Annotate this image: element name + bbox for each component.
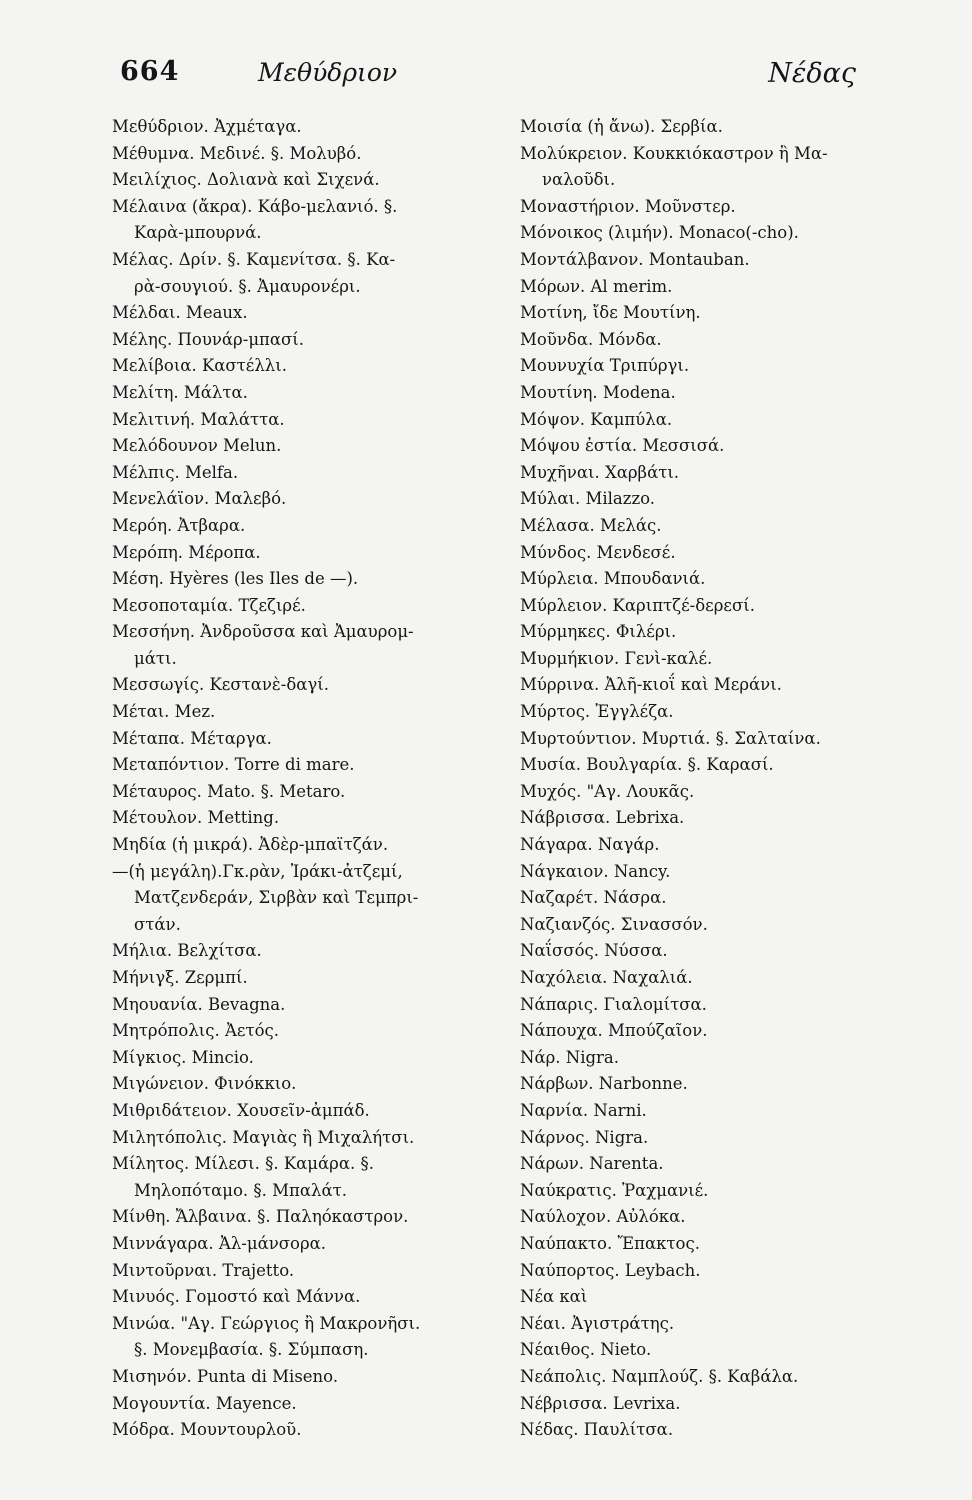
dictionary-entry: Μολύκρειον. Κουκκιόκαστρον ἢ Μα- [520, 143, 828, 163]
dictionary-entry: Μίγκιος. Mincio. [112, 1047, 254, 1067]
dictionary-entry: Μελιτινή. Μαλάττα. [112, 409, 285, 429]
dictionary-entry: Νάπουχα. Μπούζαῖον. [520, 1021, 708, 1041]
dictionary-entry: —(ἡ μεγάλη).Γκ.ρὰν, Ἰράκι-ἀτζεμί, [112, 861, 403, 881]
page-header [120, 56, 920, 100]
dictionary-entry: Μίλητος. Μίλεσι. §. Καμάρα. §. [112, 1154, 374, 1174]
page-number: 664 [120, 56, 180, 87]
dictionary-entry: Ναύλοχον. Αὐλόκα. [520, 1207, 686, 1227]
dictionary-entry: Μειλίχιος. Δολιανὰ καὶ Σιχενά. [112, 170, 380, 190]
dictionary-entry: Ναύπορτος. Leybach. [520, 1260, 701, 1280]
dictionary-entry: Νάρων. Narenta. [520, 1154, 664, 1174]
dictionary-entry: ναλοῦδι. [542, 170, 616, 190]
dictionary-entry: Μύλαι. Milazzo. [520, 489, 656, 509]
dictionary-entry: Μέλασα. Μελάς. [520, 515, 662, 535]
dictionary-entry: Μεσοποταμία. Τζεζιρέ. [112, 595, 306, 615]
dictionary-entry: Μέλδαι. Meaux. [112, 303, 248, 323]
dictionary-entry: Μύρμηκες. Φιλέρι. [520, 622, 677, 642]
dictionary-entry: Καρὰ-μπουρνά. [134, 223, 262, 243]
left-column [112, 114, 508, 1444]
dictionary-entry: Μιθριδάτειον. Χουσεῖν-ἀμπάδ. [112, 1100, 370, 1120]
dictionary-entry: Ναρνία. Narni. [520, 1100, 647, 1120]
dictionary-entry: Ναΐσσός. Νύσσα. [520, 941, 668, 961]
dictionary-entry: Ναζαρέτ. Νάσρα. [520, 888, 667, 908]
dictionary-entry: Μίνθη. Ἄλβαινα. §. Παληόκαστρον. [112, 1207, 409, 1227]
dictionary-entry: Μόψου ἐστία. Μεσσισά. [520, 436, 725, 456]
dictionary-entry: Ναύκρατις. Ῥαχμανιέ. [520, 1180, 709, 1200]
dictionary-entry: Νέαιθος. Nieto. [520, 1340, 652, 1360]
right-column [520, 114, 940, 1444]
dictionary-entry: Μιντοῦρναι. Trajetto. [112, 1260, 295, 1280]
dictionary-entry: Μεταπόντιον. Torre di mare. [112, 755, 355, 775]
dictionary-entry: Ματζενδεράν, Σιρβὰν καὶ Τεμπρι- [134, 888, 419, 908]
dictionary-entry: Μερόη. Ἀτβαρα. [112, 515, 246, 535]
dictionary-entry: Μυρμήκιον. Γενὶ-καλέ. [520, 648, 713, 668]
dictionary-entry: Μύρτος. Ἐγγλέζα. [520, 702, 674, 722]
dictionary-entry: Νάρ. Nigra. [520, 1047, 620, 1067]
running-head: Μεθύδριον [258, 58, 398, 87]
dictionary-entry: Μήλια. Βελχίτσα. [112, 941, 262, 961]
dictionary-entry: Μύνδος. Μενδεσέ. [520, 542, 676, 562]
dictionary-entry: Μελίβοια. Καστέλλι. [112, 356, 287, 376]
dictionary-entry: Νέδας. Παυλίτσα. [520, 1420, 674, 1440]
dictionary-entry: Μοισία (ἡ ἄνω). Σερβία. [520, 117, 723, 136]
dictionary-entry: Μεσσωγίς. Κεστανὲ-δαγί. [112, 675, 330, 695]
dictionary-entry: Νάπαρις. Γιαλομίτσα. [520, 994, 707, 1014]
dictionary-entry: Μηουανία. Bevagna. [112, 994, 286, 1014]
dictionary-entry: Μιλητόπολις. Μαγιὰς ἢ Μιχαλήτσι. [112, 1127, 415, 1147]
dictionary-entry: Μέλας. Δρίν. §. Καμενίτσα. §. Κα- [112, 249, 396, 269]
dictionary-entry: Μουνυχία Τριπύργι. [520, 356, 690, 376]
dictionary-entry: Ναζιανζός. Σινασσόν. [520, 914, 708, 934]
dictionary-entry: Μόνοικος (λιμήν). Monaco(-cho). [520, 223, 799, 243]
dictionary-entry: Μέση. Hyères (les Iles de —). [112, 569, 359, 589]
dictionary-entry: Μινώα. "Αγ. Γεώργιος ἢ Μακρονῆσι. [112, 1313, 421, 1333]
dictionary-entry: Μέται. Mez. [112, 702, 216, 722]
dictionary-entry: Μεσσήνη. Ἀνδροῦσσα καὶ Ἀμαυρομ- [112, 622, 414, 642]
dictionary-entry: μάτι. [134, 648, 177, 668]
dictionary-entry: Μινυός. Γομοστό καὶ Μάννα. [112, 1287, 361, 1307]
dictionary-entry: Μογουντία. Mayence. [112, 1393, 297, 1413]
dictionary-entry: §. Μονεμβασία. §. Σύμπαση. [134, 1340, 369, 1360]
dictionary-entry: Μηλοπόταμο. §. Μπαλάτ. [134, 1180, 347, 1200]
dictionary-entry: στάν. [134, 914, 181, 934]
dictionary-entry: Μητρόπολις. Ἀετός. [112, 1021, 279, 1041]
dictionary-entry: Μοναστήριον. Μοῦνστερ. [520, 196, 736, 216]
dictionary-entry: Μενελάϊον. Μαλεβό. [112, 489, 287, 509]
dictionary-entry: Μέλαινα (ἄκρα). Κάβο-μελανιό. §. [112, 196, 398, 216]
dictionary-entry: Νάβρισσα. Lebrixa. [520, 808, 685, 828]
dictionary-entry: Μοῦνδα. Μόνδα. [520, 329, 662, 349]
dictionary-entry: Μόψον. Καμπύλα. [520, 409, 673, 429]
dictionary-entry: Νάρνος. Nigra. [520, 1127, 649, 1147]
dictionary-entry: Μεθύδριον. Ἀχμέταγα. [112, 117, 302, 136]
dictionary-entry: Ναύπακτο. Ἔπακτος. [520, 1233, 700, 1253]
dictionary-entry: Μόδρα. Μουντουρλοῦ. [112, 1420, 302, 1440]
dictionary-entry: Μέλης. Πουνάρ-μπασί. [112, 329, 305, 349]
dictionary-entry: Μουτίνη. Modena. [520, 382, 676, 402]
dictionary-entry: Ναχόλεια. Ναχαλιά. [520, 968, 693, 987]
dictionary-entry: Μυσία. Βουλγαρία. §. Καρασί. [520, 755, 774, 775]
dictionary-entry: Μελόδουνον Melun. [112, 436, 282, 456]
dictionary-entry: Μελίτη. Μάλτα. [112, 382, 248, 402]
dictionary-entry: Μιγώνειον. Φινόκκιο. [112, 1074, 297, 1094]
dictionary-entry: Μέταπα. Μέταργα. [112, 728, 272, 748]
dictionary-entry: Μυρτούντιον. Μυρτιά. §. Σαλταίνα. [520, 728, 821, 748]
dictionary-entry: Μισηνόν. Punta di Miseno. [112, 1366, 339, 1386]
dictionary-entry: Μύρλειον. Καριπτζέ-δερεσί. [520, 595, 755, 615]
dictionary-entry: Μηδία (ἡ μικρά). Ἀδὲρ-μπαϊτζάν. [112, 835, 389, 855]
dictionary-entry: ρὰ-σουγιού. §. Ἀμαυρονέρι. [134, 276, 361, 296]
dictionary-entry: Μέθυμνα. Μεδινέ. §. Μολυβό. [112, 143, 362, 163]
dictionary-entry: Μέτουλον. Metting. [112, 808, 280, 828]
dictionary-entry: Νέβρισσα. Levrixa. [520, 1393, 681, 1413]
dictionary-entry: Νεάπολις. Ναμπλούζ. §. Καβάλα. [520, 1366, 799, 1386]
dictionary-entry: Μυχῆναι. Χαρβάτι. [520, 462, 680, 482]
dictionary-entry: Μύρλεια. Μπουδανιά. [520, 569, 706, 589]
dictionary-entry: Μύρρινα. Ἀλῆ-κιοΐ καὶ Μεράνι. [520, 675, 782, 695]
dictionary-entry: Νέαι. Ἀγιστράτης. [520, 1313, 675, 1333]
dictionary-entry: Νέα καὶ [520, 1287, 588, 1307]
dictionary-entry: Μόρων. Al merim. [520, 276, 673, 296]
dictionary-entry: Μοντάλβανον. Montauban. [520, 249, 750, 269]
dictionary-entry: Μέλπις. Melfa. [112, 462, 239, 482]
dictionary-entry: Νάρβων. Narbonne. [520, 1074, 688, 1094]
dictionary-entry: Νάγκαιον. Nancy. [520, 861, 671, 881]
dictionary-entry: Νάγαρα. Ναγάρ. [520, 835, 660, 855]
dictionary-entry: Μυχός. "Αγ. Λουκᾶς. [520, 781, 695, 801]
dictionary-entry: Μερόπη. Μέροπα. [112, 542, 261, 562]
dictionary-entry: Μιννάγαρα. Ἀλ-μάνσορα. [112, 1233, 327, 1253]
guide-word: Νέδας [768, 58, 856, 89]
dictionary-entry: Μήνιγξ. Ζερμπί. [112, 968, 248, 987]
dictionary-entry: Μέταυρος. Mato. §. Metaro. [112, 781, 346, 801]
dictionary-entry: Μοτίνη, ἴδε Μουτίνη. [520, 303, 701, 323]
